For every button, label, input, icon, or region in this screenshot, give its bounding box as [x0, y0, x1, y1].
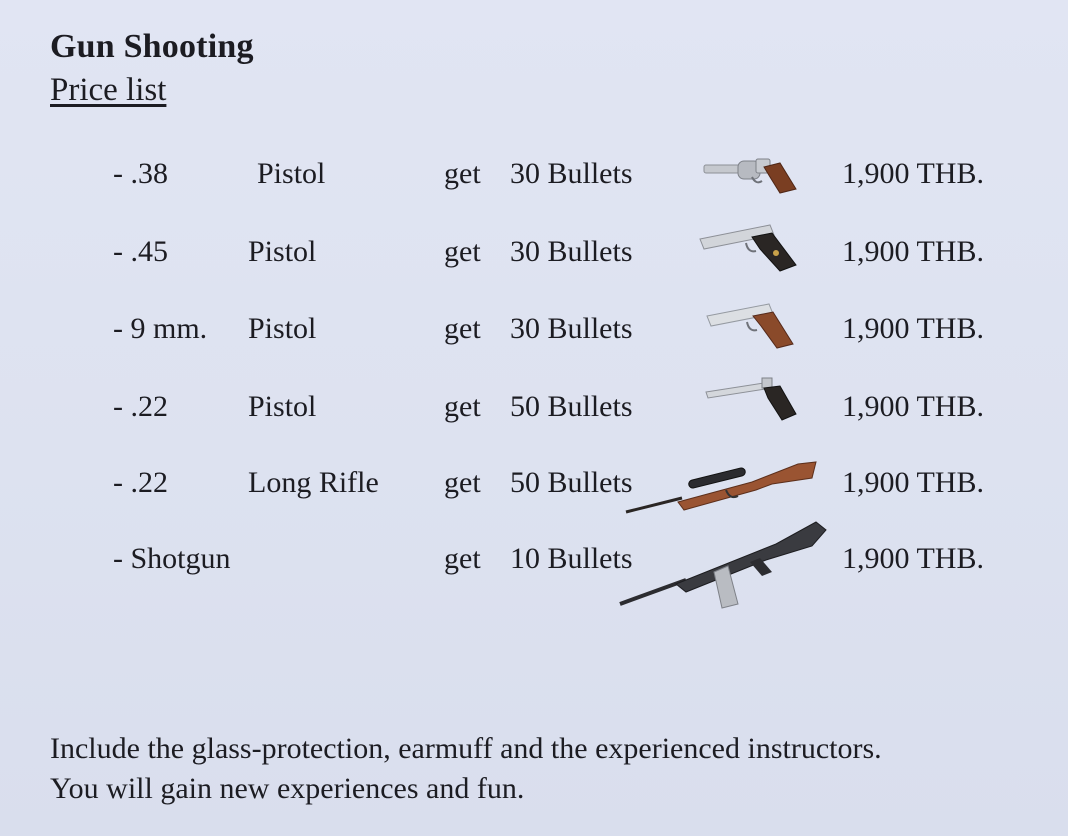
- caliber-label: - Shotgun: [113, 542, 231, 575]
- price-label: 1,900 THB.: [842, 157, 984, 190]
- page-subtitle: Price list: [50, 72, 167, 108]
- price-label: 1,900 THB.: [842, 466, 984, 499]
- caliber-label: - 9 mm.: [113, 312, 208, 345]
- caliber-label: - .45: [113, 235, 168, 268]
- price-label: 1,900 THB.: [842, 235, 984, 268]
- shotgun-icon: [616, 516, 828, 612]
- caliber-label: - .38: [113, 157, 168, 190]
- bullets-label: 50 Bullets: [510, 466, 633, 499]
- target-pistol-icon: [704, 370, 800, 424]
- get-label: get: [444, 466, 481, 499]
- gun-type-label: Pistol: [257, 157, 326, 190]
- gun-type-label: Pistol: [248, 235, 317, 268]
- experience-note: You will gain new experiences and fun.: [50, 772, 525, 805]
- page-title: Gun Shooting: [50, 28, 254, 65]
- get-label: get: [444, 390, 481, 423]
- price-row-45-pistol: [0, 235, 1068, 295]
- bullets-label: 30 Bullets: [510, 157, 633, 190]
- bullets-label: 30 Bullets: [510, 235, 633, 268]
- gun-type-label: Long Rifle: [248, 466, 379, 499]
- caliber-label: - .22: [113, 390, 168, 423]
- revolver-icon: [700, 147, 800, 197]
- price-row-22-long-rifle: [0, 466, 1068, 526]
- bullets-label: 10 Bullets: [510, 542, 633, 575]
- get-label: get: [444, 157, 481, 190]
- price-row-22-pistol: [0, 390, 1068, 450]
- pistol-icon: [703, 294, 799, 350]
- pistol-icon: [696, 215, 800, 273]
- caliber-label: - .22: [113, 466, 168, 499]
- price-row-38-pistol: [0, 157, 1068, 217]
- gun-type-label: Pistol: [248, 312, 317, 345]
- price-label: 1,900 THB.: [842, 542, 984, 575]
- price-row-shotgun: [0, 542, 1068, 602]
- bullets-label: 30 Bullets: [510, 312, 633, 345]
- get-label: get: [444, 542, 481, 575]
- gun-type-label: Pistol: [248, 390, 317, 423]
- price-label: 1,900 THB.: [842, 390, 984, 423]
- get-label: get: [444, 312, 481, 345]
- price-row-9mm-pistol: [0, 312, 1068, 372]
- get-label: get: [444, 235, 481, 268]
- bullets-label: 50 Bullets: [510, 390, 633, 423]
- inclusions-note: Include the glass-protection, earmuff and the experienced instructors.: [50, 732, 882, 765]
- price-label: 1,900 THB.: [842, 312, 984, 345]
